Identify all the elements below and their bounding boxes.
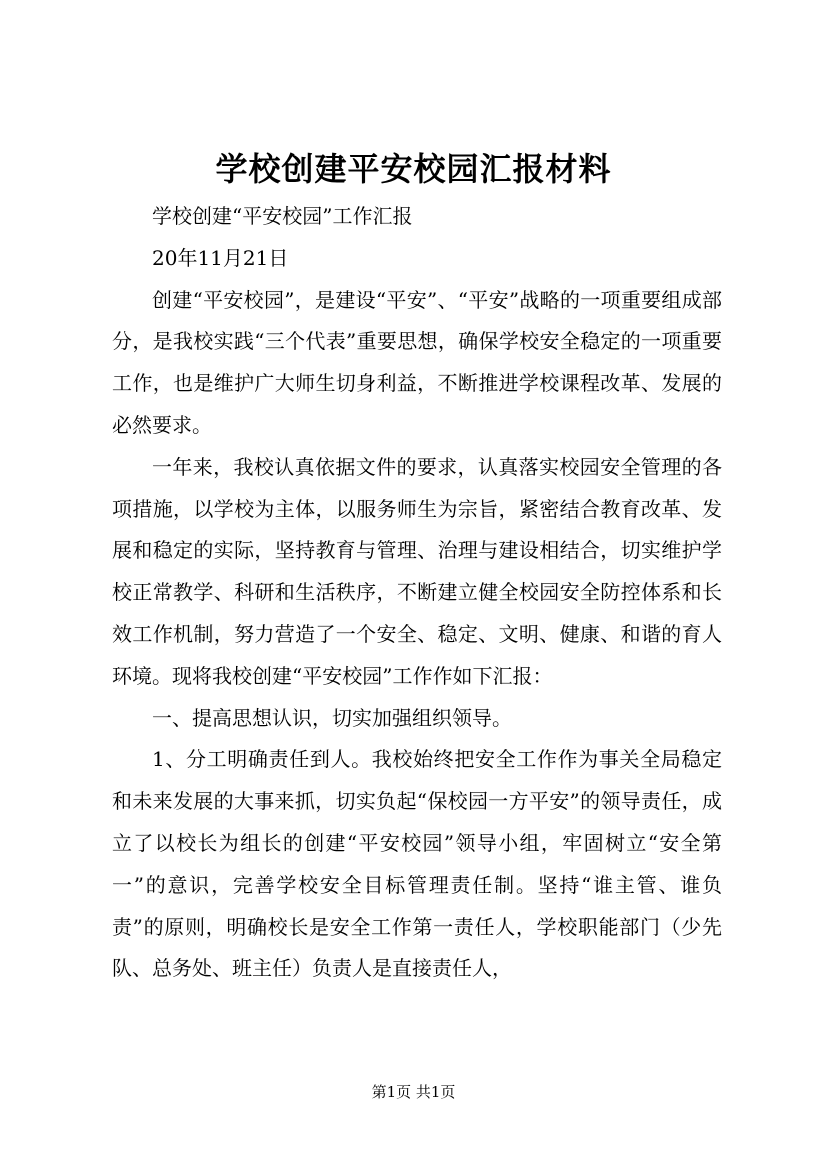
document-title: 学校创建平安校园汇报材料 (215, 150, 612, 188)
subtitle-paragraph: 学校创建“平安校园”工作汇报 (152, 204, 413, 228)
page-footer: 第1页 共1页 (371, 1083, 456, 1101)
date-paragraph: 20年11月21日 (152, 245, 289, 270)
document-body (112, 196, 722, 990)
intro-paragraph: 创建“平安校园”，是建设“平安”、“平安”战略的一项重要组成部分，是我校实践“三个代表”重要思想，确保学校安全稳定的一项重要工作，也是维护广大师生切身利益，不断推进学校课程改革、发展的必然要求。 (112, 287, 722, 437)
overview-paragraph: 一年来，我校认真依据文件的要求，认真落实校园安全管理的各项措施，以学校为主体，以服务师生为宗旨，紧密结合教育改革、发展和稳定的实际，坚持教育与管理、治理与建设相结合，切实维护学校正常教学、科研和生活秩序，不断建立健全校园安全防控体系和长效工作机制，努力营造了一个安全、稳定、文明、健康、和谐的育人环境。现将我校创建“平安校园”工作作如下汇报： (112, 454, 722, 688)
section-heading: 一、提高思想认识，切实加强组织领导。 (152, 705, 512, 730)
item-paragraph: 1、分工明确责任到人。我校始终把安全工作作为事关全局稳定和未来发展的大事来抓，切实负起“保校园一方平安”的领导责任，成立了以校长为组长的创建“平安校园”领导小组，牢固树立“安全第一”的意识，完善学校安全目标管理责任制。坚持“谁主管、谁负责”的原则，明确校长是安全工作第一责任人，学校职能部门（少先队、总务处、班主任）负责人是直接责任人， (112, 747, 722, 981)
